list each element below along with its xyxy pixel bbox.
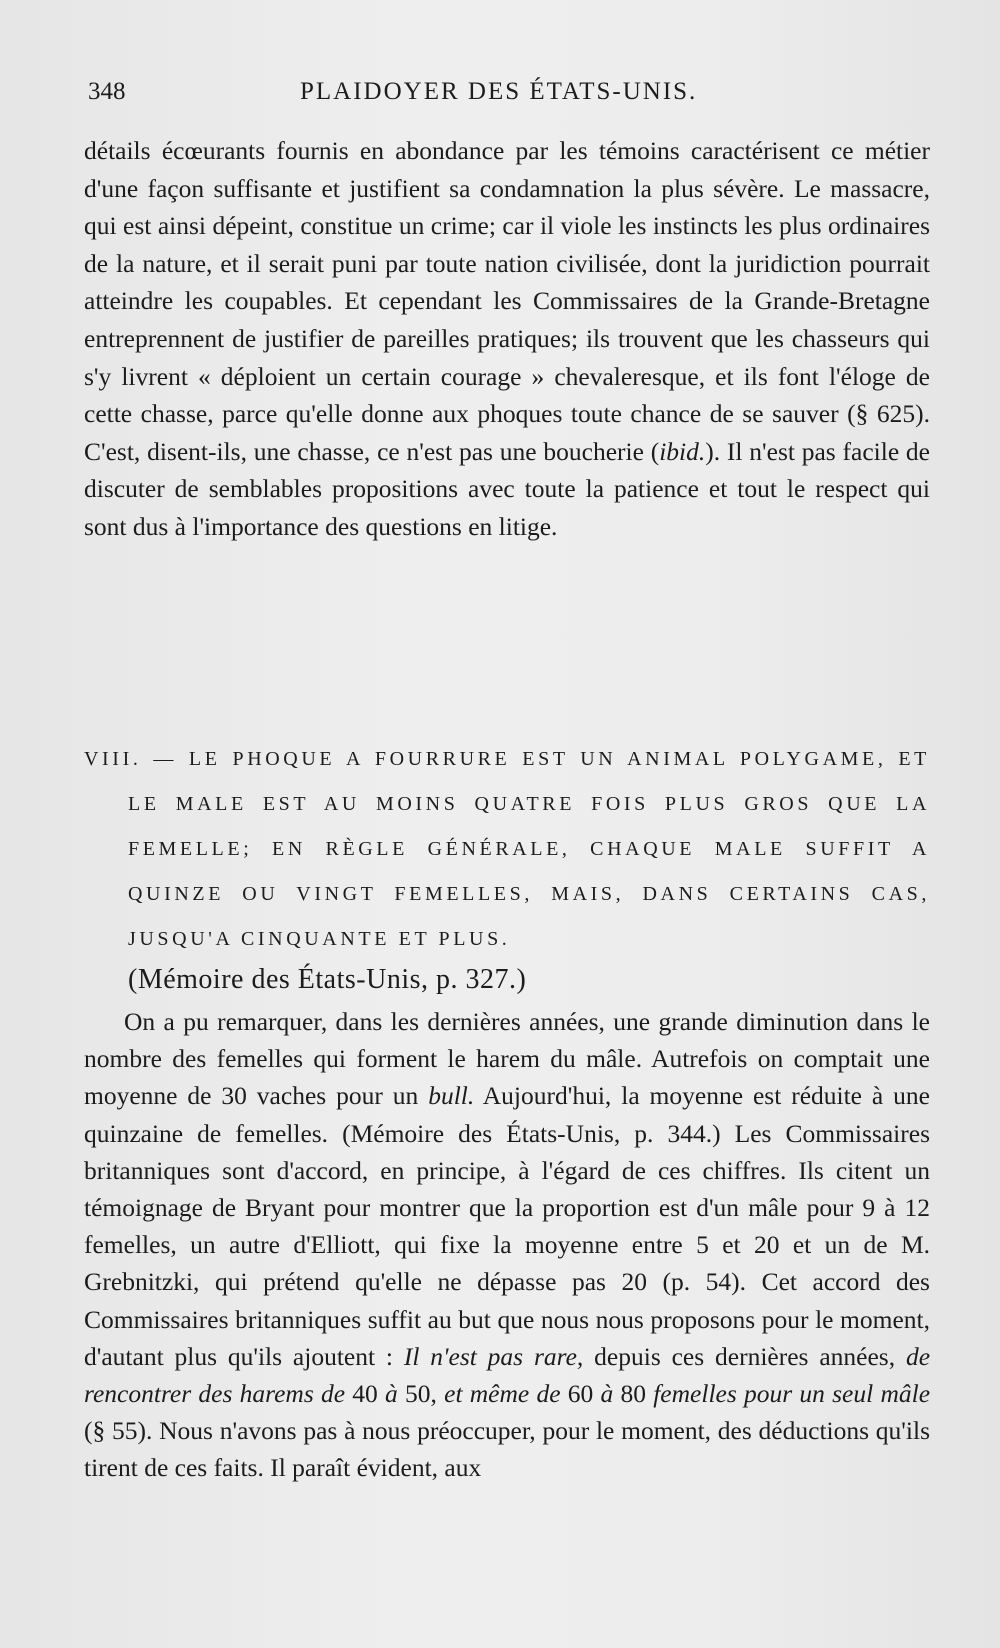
italic-phrase: à: [385, 1379, 398, 1409]
section-reference: (Mémoire des États-Unis, p. 327.): [128, 964, 527, 995]
paragraph-main: [84, 1003, 930, 1487]
italic-phrase: femelles pour un seul mâle: [653, 1379, 931, 1409]
section-heading: [84, 737, 930, 1000]
italic-bull: bull.: [428, 1081, 475, 1111]
paragraph-1-text-end: ). Il n'est pas facile de discuter de semblables propositions avec toute la patience et tout le respect qui sont dus à l'importance des questions en litige.: [84, 436, 931, 541]
paragraph-2-part: 80: [613, 1379, 654, 1409]
section-heading-text: [84, 737, 930, 962]
paragraph-text: [84, 132, 930, 546]
italic-phrase: Il n'est pas rare,: [403, 1341, 584, 1371]
section-number: VIII.: [84, 748, 142, 770]
page-header: [88, 78, 928, 118]
paragraph-continued: [84, 132, 930, 546]
ibid-reference: ibid.: [659, 436, 706, 466]
paragraph-2-part: On a pu remarquer, dans les dernières années, une grande diminution dans le nombre des femelles qui forment le harem du mâle. Autrefois on comptait une moyenne de 30 vaches pour un: [84, 1007, 930, 1111]
italic-phrase: et même de: [444, 1379, 561, 1409]
italic-phrase: à: [600, 1379, 614, 1409]
italic-phrase: de rencontrer des harems de: [84, 1341, 931, 1409]
page-number: 348: [88, 78, 126, 105]
paragraph-2-part: Aujourd'hui, la moyenne est réduite à une quinzaine de femelles. (Mémoire des États-Unis, p. 344.) Les Commissaires britanniques sont d'accord, en principe, à l'égard de ces chiffres. Ils citent un témoignage de Bryant pour montrer que la proportion est d'un mâle pour 9 à 12 femelles, un autre d'Elliott, qui fixe la moyenne entre 5 et 20 et un de M. Grebnitzki, qui prétend qu'elle ne dépasse pas 20 (p. 54). Cet accord des Commissaires britanniques suffit au but que nous nous proposons pour le moment, d'autant plus qu'ils ajoutent :: [84, 1081, 930, 1371]
paragraph-2-part: depuis ces dernières années,: [583, 1341, 906, 1371]
running-title: PLAIDOYER DES ÉTATS-UNIS.: [300, 78, 698, 105]
paragraph-2-part: 40: [345, 1379, 386, 1409]
paragraph-2-part: 50,: [397, 1379, 445, 1409]
paragraph-2-part: 60: [560, 1379, 601, 1409]
section-dash: —: [153, 748, 177, 770]
paragraph-text: [84, 1003, 930, 1487]
section-title: LE PHOQUE A FOURRURE EST UN ANIMAL POLYGAME, ET LE MALE EST AU MOINS QUATRE FOIS PLUS GROS QUE LA FEMELLE; EN RÈGLE GÉNÉRALE, CHAQUE MALE SUFFIT A QUINZE OU VINGT FEMELLES, MAIS, DANS CERTAINS CAS, JUSQU'A CINQUANTE ET PLUS.: [128, 748, 930, 950]
paragraph-1-text: détails écœurants fournis en abondance par les témoins caractérisent ce métier d'une façon suffisante et justifient sa condamnation la plus sévère. Le massacre, qui est ainsi dépeint, constitue un crime; car il viole les instincts les plus ordinaires de la nature, et il serait puni par toute nation civilisée, dont la juridiction pourrait atteindre les coupables. Et cependant les Commissaires de la Grande-Bretagne entreprennent de justifier de pareilles pratiques; ils trouvent que les chasseurs qui s'y livrent « déploient un certain courage » chevaleresque, et ils font l'éloge de cette chasse, parce qu'elle donne aux phoques toute chance de se sauver (§ 625). C'est, disent-ils, une chasse, ce n'est pas une boucherie (: [84, 136, 930, 466]
paragraph-2-part: (§ 55). Nous n'avons pas à nous préoccuper, pour le moment, des déductions qu'ils tirent de ces faits. Il paraît évident, aux: [84, 1416, 930, 1483]
